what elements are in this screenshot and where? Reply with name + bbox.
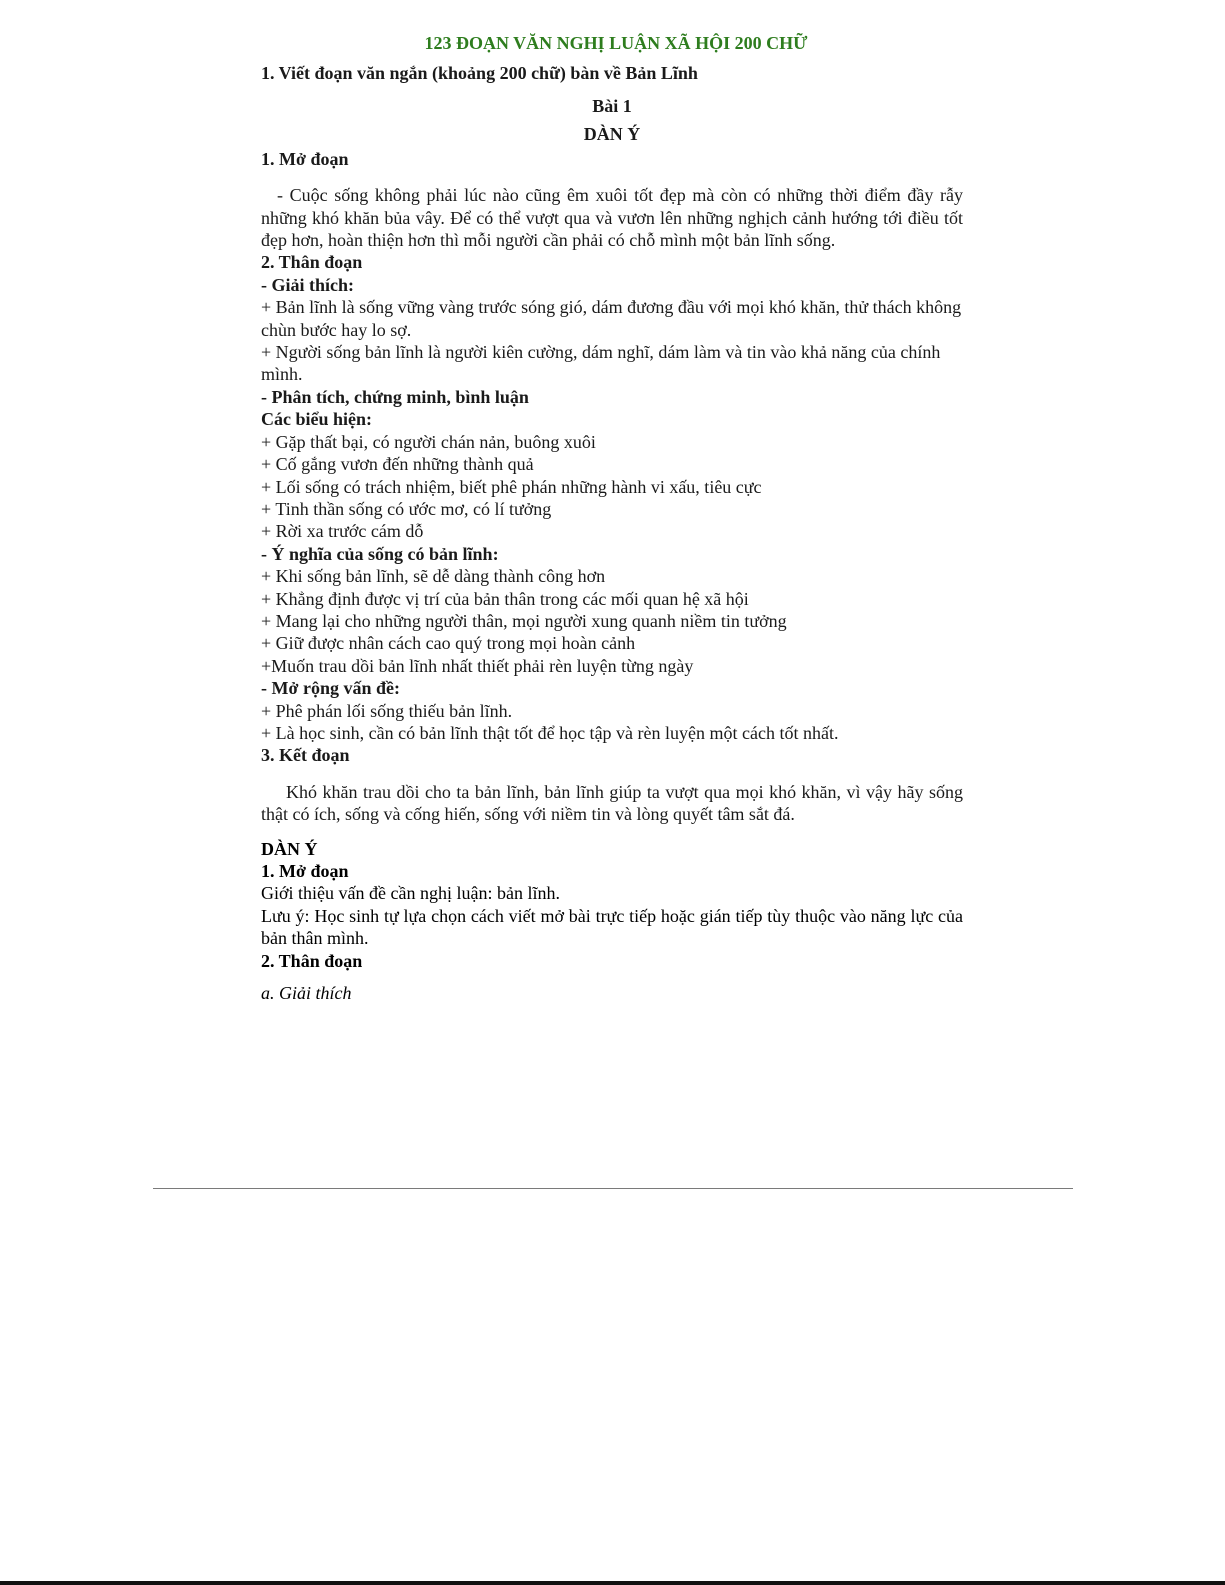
outline2-intro: Giới thiệu vấn đề cần nghị luận: bản lĩnh. — [261, 883, 560, 904]
expression-item: + Lối sống có trách nhiệm, biết phê phán những hành vi xấu, tiêu cực — [261, 476, 762, 497]
meaning-item: + Khi sống bản lĩnh, sẽ dễ dàng thành công hơn — [261, 566, 606, 587]
analysis-heading: - Phân tích, chứng minh, bình luận — [261, 386, 529, 407]
explain-line: + Người sống bản lĩnh là người kiên cường, dám nghĩ, dám làm và tin vào khả năng của chính mình. — [261, 342, 941, 385]
outline2-open-heading: 1. Mở đoạn — [261, 861, 349, 881]
question-title: 1. Viết đoạn văn ngắn (khoảng 200 chữ) bàn về Bản Lĩnh — [261, 63, 698, 84]
expressions-heading: Các biểu hiện: — [261, 409, 373, 430]
explain-line: + Bản lĩnh là sống vững vàng trước sóng gió, dám đương đầu với mọi khó khăn, thử thách không chùn bước hay lo sợ. — [261, 297, 962, 340]
outline-heading: DÀN Ý — [583, 123, 641, 144]
meaning-heading: - Ý nghĩa của sống có bản lĩnh: — [261, 543, 499, 564]
meaning-item: + Mang lại cho những người thân, mọi người xung quanh niềm tin tưởng — [261, 610, 787, 631]
lesson-heading: Bài 1 — [592, 95, 632, 116]
document-title: 123 ĐOẠN VĂN NGHỊ LUẬN XÃ HỘI 200 CHỮ — [424, 33, 808, 53]
bottom-edge-bar — [0, 1581, 1225, 1585]
page-divider — [153, 1188, 1073, 1189]
second-outline — [261, 838, 963, 1005]
meaning-item: +Muốn trau dồi bản lĩnh nhất thiết phải rèn luyện từng ngày — [261, 655, 694, 676]
meaning-item: + Giữ được nhân cách cao quý trong mọi hoàn cảnh — [261, 633, 636, 654]
explain-heading: - Giải thích: — [261, 274, 354, 295]
expand-item: + Là học sinh, cần có bản lĩnh thật tốt để học tập và rèn luyện một cách tốt nhất. — [261, 722, 839, 743]
outline2-heading: DÀN Ý — [261, 838, 318, 859]
expression-item: + Rời xa trước cám dỗ — [261, 521, 424, 542]
part3-paragraph: Khó khăn trau dồi cho ta bản lĩnh, bản lĩnh giúp ta vượt qua mọi khó khăn, vì vậy hãy sống thật có ích, sống và cống hiến, sống với niềm tin và lòng quyết tâm sắt đá. — [261, 781, 963, 825]
outline2-sub-a: a. Giải thích — [261, 983, 352, 1004]
part1-paragraph: - Cuộc sống không phải lúc nào cũng êm xuôi tốt đẹp mà còn có những thời điểm đầy rẫy những khó khăn bủa vây. Để có thể vượt qua và vươn lên những nghịch cảnh hướng tới điều tốt đẹp hơn, hoàn thiện hơn thì mỗi người cần phải có chỗ mình một bản lĩnh sống. — [261, 185, 963, 251]
meaning-item: + Khẳng định được vị trí của bản thân trong các mối quan hệ xã hội — [261, 588, 749, 609]
expand-heading: - Mở rộng vấn đề: — [261, 678, 400, 699]
expand-item: + Phê phán lối sống thiếu bản lĩnh. — [261, 700, 513, 721]
part1-heading: 1. Mở đoạn — [261, 148, 349, 169]
part3-heading: 3. Kết đoạn — [261, 745, 350, 766]
expression-item: + Gặp thất bại, có người chán nản, buông xuôi — [261, 431, 596, 452]
outline2-note: Lưu ý: Học sinh tự lựa chọn cách viết mở bài trực tiếp hoặc gián tiếp tùy thuộc vào năng lực của bản thân mình. — [261, 905, 963, 949]
expression-item: + Tinh thần sống có ước mơ, có lí tưởng — [261, 498, 552, 519]
outline2-body-heading: 2. Thân đoạn — [261, 950, 363, 971]
expression-item: + Cố gắng vươn đến những thành quả — [261, 454, 534, 475]
part2-heading: 2. Thân đoạn — [261, 252, 363, 273]
document-page — [261, 32, 963, 1004]
